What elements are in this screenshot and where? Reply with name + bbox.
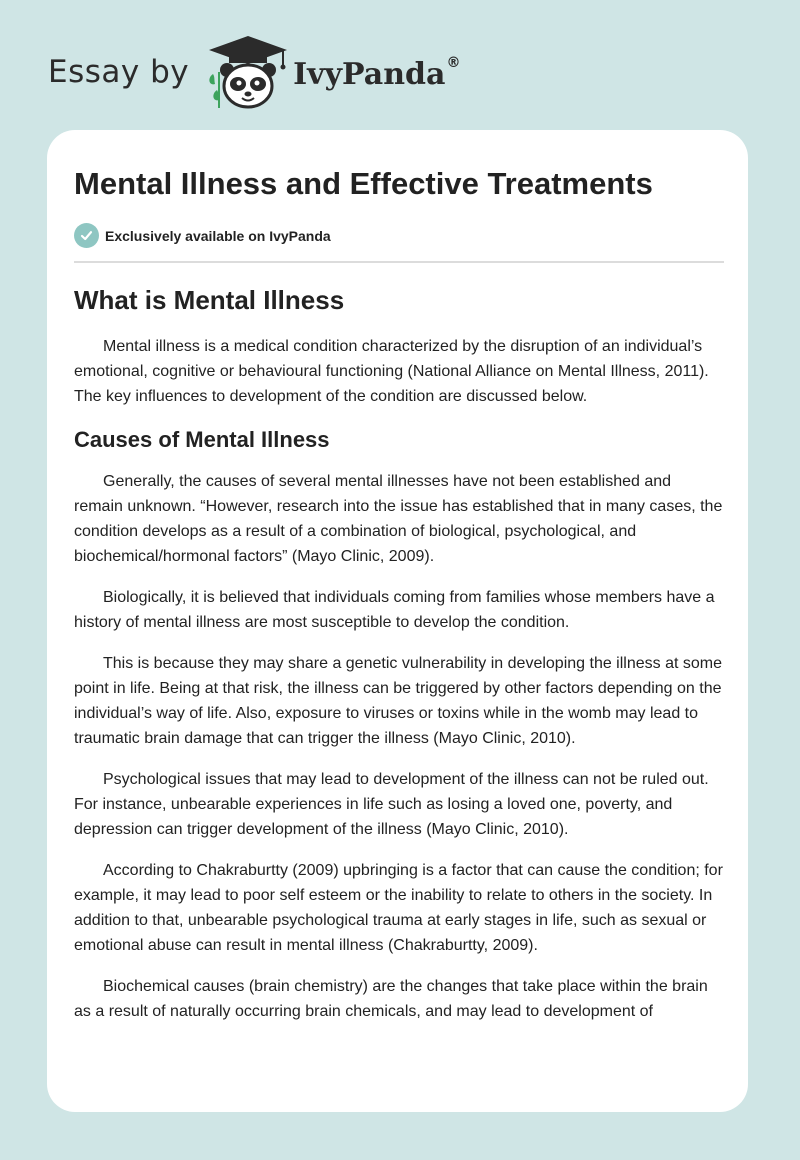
page-title: Mental Illness and Effective Treatments [74,166,653,201]
article-card [47,130,748,1112]
article-content [74,283,724,1040]
exclusive-badge [74,223,331,248]
registered-mark: ® [446,54,461,71]
brand-name[interactable]: IvyPanda® [293,54,461,92]
paragraph: Mental illness is a medical condition characterized by the disruption of an individual’s emotional, cognitive or behavioural functioning (National Alliance on Mental Illness, 2011). The key influences to development of the condition are discussed below. [74,338,709,405]
brand-header [48,34,460,110]
brand-prefix: Essay by [48,54,190,90]
paragraph: Psychological issues that may lead to development of the illness can not be ruled out. For instance, unbearable experiences in life such as losing a loved one, poverty, and depression can trigger development of the illness (Mayo Clinic, 2010). [74,771,709,838]
divider [74,261,724,263]
paragraph: Biochemical causes (brain chemistry) are the changes that take place within the brain as a result of naturally occurring brain chemicals, and may lead to development of [74,978,708,1020]
section-heading-causes: Causes of Mental Illness [74,427,330,452]
paragraph: Biologically, it is believed that individuals coming from families whose members have a history of mental illness are most susceptible to develop the condition. [74,589,715,631]
paragraph: According to Chakraburtty (2009) upbringing is a factor that can cause the condition; for example, it may lead to poor self esteem or the inability to relate to others in the society. In addition to that, unbearable psychological trauma at early stages in life, such as sexual or emotional abuse can result in mental illness (Chakraburtty, 2009). [74,862,723,954]
section-heading-what-is: What is Mental Illness [74,285,345,315]
check-circle-icon [74,223,99,248]
panda-graduate-icon [205,34,291,110]
badge-label: Exclusively available on IvyPanda [105,227,331,244]
paragraph: This is because they may share a genetic vulnerability in developing the illness at some point in life. Being at that risk, the illness can be triggered by other factors depending on the individual’s way of life. Also, exposure to viruses or toxins while in the womb may lead to traumatic brain damage that can trigger the illness (Mayo Clinic, 2010). [74,655,722,747]
paragraph: Generally, the causes of several mental illnesses have not been established and remain unknown. “However, research into the issue has established that in many cases, the condition develops as a result of a combination of biological, psychological, and biochemical/hormonal factors” (Mayo Clinic, 2009). [74,473,723,565]
